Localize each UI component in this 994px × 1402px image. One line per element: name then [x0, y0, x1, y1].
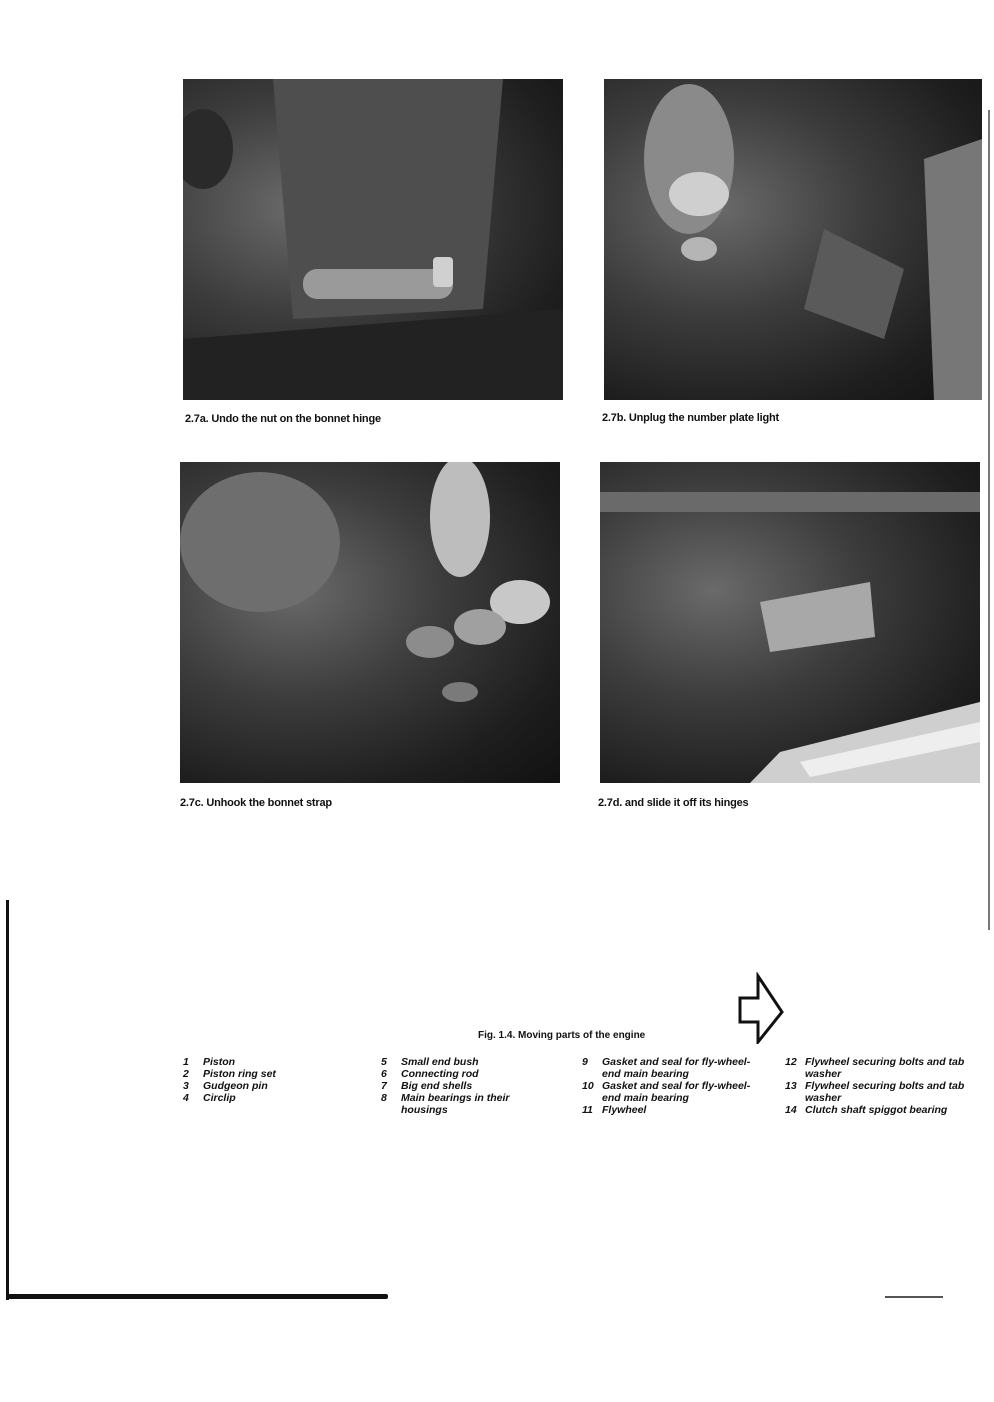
legend-item — [381, 1080, 556, 1092]
legend-number: 4 — [183, 1092, 189, 1104]
legend-text: Small end bush — [401, 1056, 479, 1068]
legend-number: 12 — [785, 1056, 797, 1068]
legend-number: 6 — [381, 1068, 387, 1080]
legend-item — [582, 1104, 764, 1116]
legend-text: Flywheel — [602, 1104, 647, 1116]
legend-number: 14 — [785, 1104, 797, 1116]
photo-caption: 2.7d. and slide it off its hinges — [598, 797, 749, 809]
legend-item — [785, 1104, 975, 1116]
legend-number: 13 — [785, 1080, 797, 1092]
page-edge-rule-right — [988, 110, 990, 930]
legend-number: 10 — [582, 1080, 594, 1092]
legend-text: Gasket and seal for fly-wheel-end main bearing — [602, 1056, 751, 1080]
legend-number: 8 — [381, 1092, 387, 1104]
legend-number: 11 — [582, 1104, 593, 1116]
legend-text: Gudgeon pin — [203, 1080, 268, 1092]
photo-number-plate-light — [604, 79, 982, 400]
right-arrow-outline-icon — [736, 972, 786, 1044]
legend-number: 1 — [183, 1056, 189, 1068]
legend-text: Flywheel securing bolts and tab washer — [805, 1056, 965, 1080]
legend-text: Big end shells — [401, 1080, 473, 1092]
legend-number: 9 — [582, 1056, 588, 1068]
legend-item — [183, 1080, 353, 1092]
legend-item — [183, 1068, 353, 1080]
bottom-rule-right — [885, 1296, 943, 1298]
legend-number: 2 — [183, 1068, 189, 1080]
photo-caption: 2.7c. Unhook the bonnet strap — [180, 797, 332, 809]
figure-title: Fig. 1.4. Moving parts of the engine — [478, 1030, 646, 1041]
legend-item — [785, 1080, 975, 1104]
legend-text: Connecting rod — [401, 1068, 479, 1080]
legend-item — [785, 1056, 975, 1080]
legend-text: Circlip — [203, 1092, 236, 1104]
legend-text: Clutch shaft spiggot bearing — [805, 1104, 948, 1116]
legend-text: Piston ring set — [203, 1068, 276, 1080]
legend-item — [381, 1092, 556, 1116]
legend-text: Piston — [203, 1056, 236, 1068]
legend-text: Main bearings in their housings — [401, 1092, 510, 1116]
page-edge-rule — [6, 900, 9, 1300]
legend-text: Flywheel securing bolts and tab washer — [805, 1080, 965, 1104]
legend-number: 3 — [183, 1080, 189, 1092]
bottom-rule — [8, 1294, 388, 1299]
figure-legend-column — [785, 1056, 975, 1116]
figure-legend-column — [582, 1056, 764, 1116]
legend-item — [381, 1056, 556, 1068]
legend-item — [183, 1092, 353, 1104]
legend-text: Gasket and seal for fly-wheel-end main bearing — [602, 1080, 751, 1104]
photo-bonnet-hinge-nut — [183, 79, 563, 400]
legend-number: 5 — [381, 1056, 387, 1068]
photo-bonnet-slide-off — [600, 462, 980, 783]
legend-item — [183, 1056, 353, 1068]
photo-bonnet-strap — [180, 462, 560, 783]
legend-number: 7 — [381, 1080, 387, 1092]
legend-item — [582, 1080, 764, 1104]
photo-caption: 2.7b. Unplug the number plate light — [602, 412, 779, 424]
legend-item — [381, 1068, 556, 1080]
figure-legend-column — [183, 1056, 353, 1104]
legend-item — [582, 1056, 764, 1080]
figure-legend-column — [381, 1056, 556, 1116]
photo-caption: 2.7a. Undo the nut on the bonnet hinge — [185, 413, 381, 425]
